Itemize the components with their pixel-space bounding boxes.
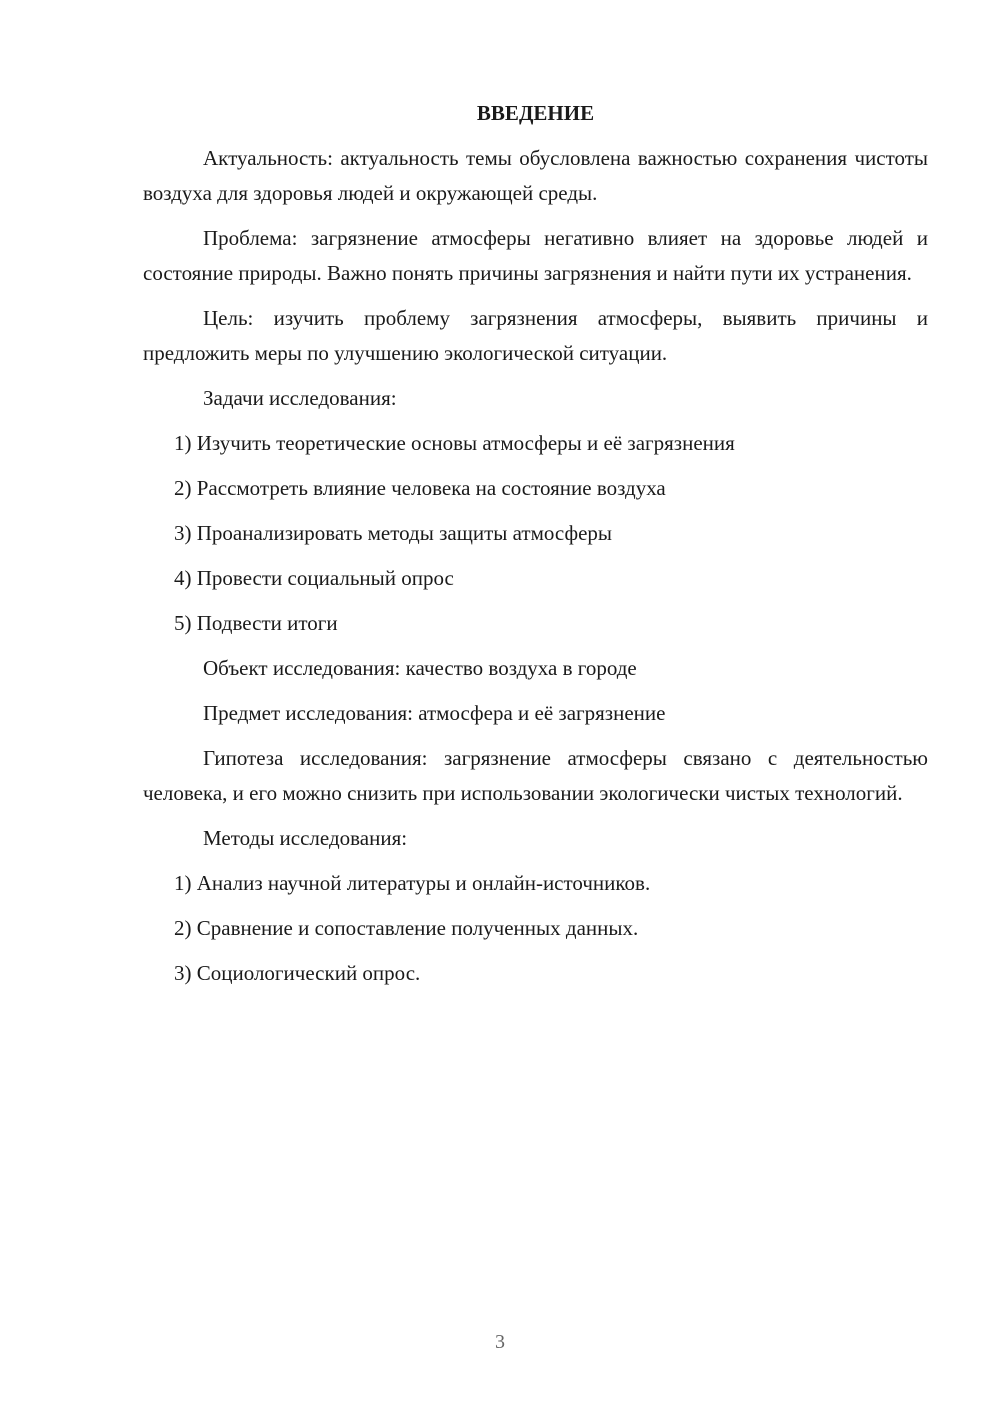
methods-heading: Методы исследования: [203, 826, 408, 850]
page-title: ВВЕДЕНИЕ [476, 101, 595, 125]
list-item: 3) Социологический опрос. [174, 961, 421, 985]
list-item: 2) Рассмотреть влияние человека на состояние воздуха [174, 476, 666, 500]
tasks-heading: Задачи исследования: [203, 386, 397, 410]
list-item: 5) Подвести итоги [174, 611, 338, 635]
list-item: 1) Изучить теоретические основы атмосферы и её загрязнения [174, 431, 735, 455]
document-page [143, 96, 928, 1001]
page-number: 3 [495, 1331, 505, 1353]
list-item: 4) Провести социальный опрос [174, 566, 454, 590]
list-item: 3) Проанализировать методы защиты атмосферы [174, 521, 613, 545]
problem-paragraph: Проблема: загрязнение атмосферы негативно влияет на здоровье людей и состояние природы. Важно понять причины загрязнения и найти пути их устранения. [143, 226, 928, 285]
list-item: 2) Сравнение и сопоставление полученных данных. [174, 916, 639, 940]
list-item: 1) Анализ научной литературы и онлайн-источников. [174, 871, 651, 895]
relevance-paragraph: Актуальность: актуальность темы обусловлена важностью сохранения чистоты воздуха для здоровья людей и окружающей среды. [143, 146, 928, 205]
tasks-list [143, 426, 928, 641]
hypothesis-paragraph: Гипотеза исследования: загрязнение атмосферы связано с деятельностью человека, и его можно снизить при использовании экологически чистых технологий. [143, 746, 928, 805]
subject-paragraph: Предмет исследования: атмосфера и её загрязнение [203, 701, 666, 725]
goal-paragraph: Цель: изучить проблему загрязнения атмосферы, выявить причины и предложить меры по улучшению экологической ситуации. [143, 306, 928, 365]
methods-list [143, 866, 928, 991]
object-paragraph: Объект исследования: качество воздуха в городе [203, 656, 637, 680]
